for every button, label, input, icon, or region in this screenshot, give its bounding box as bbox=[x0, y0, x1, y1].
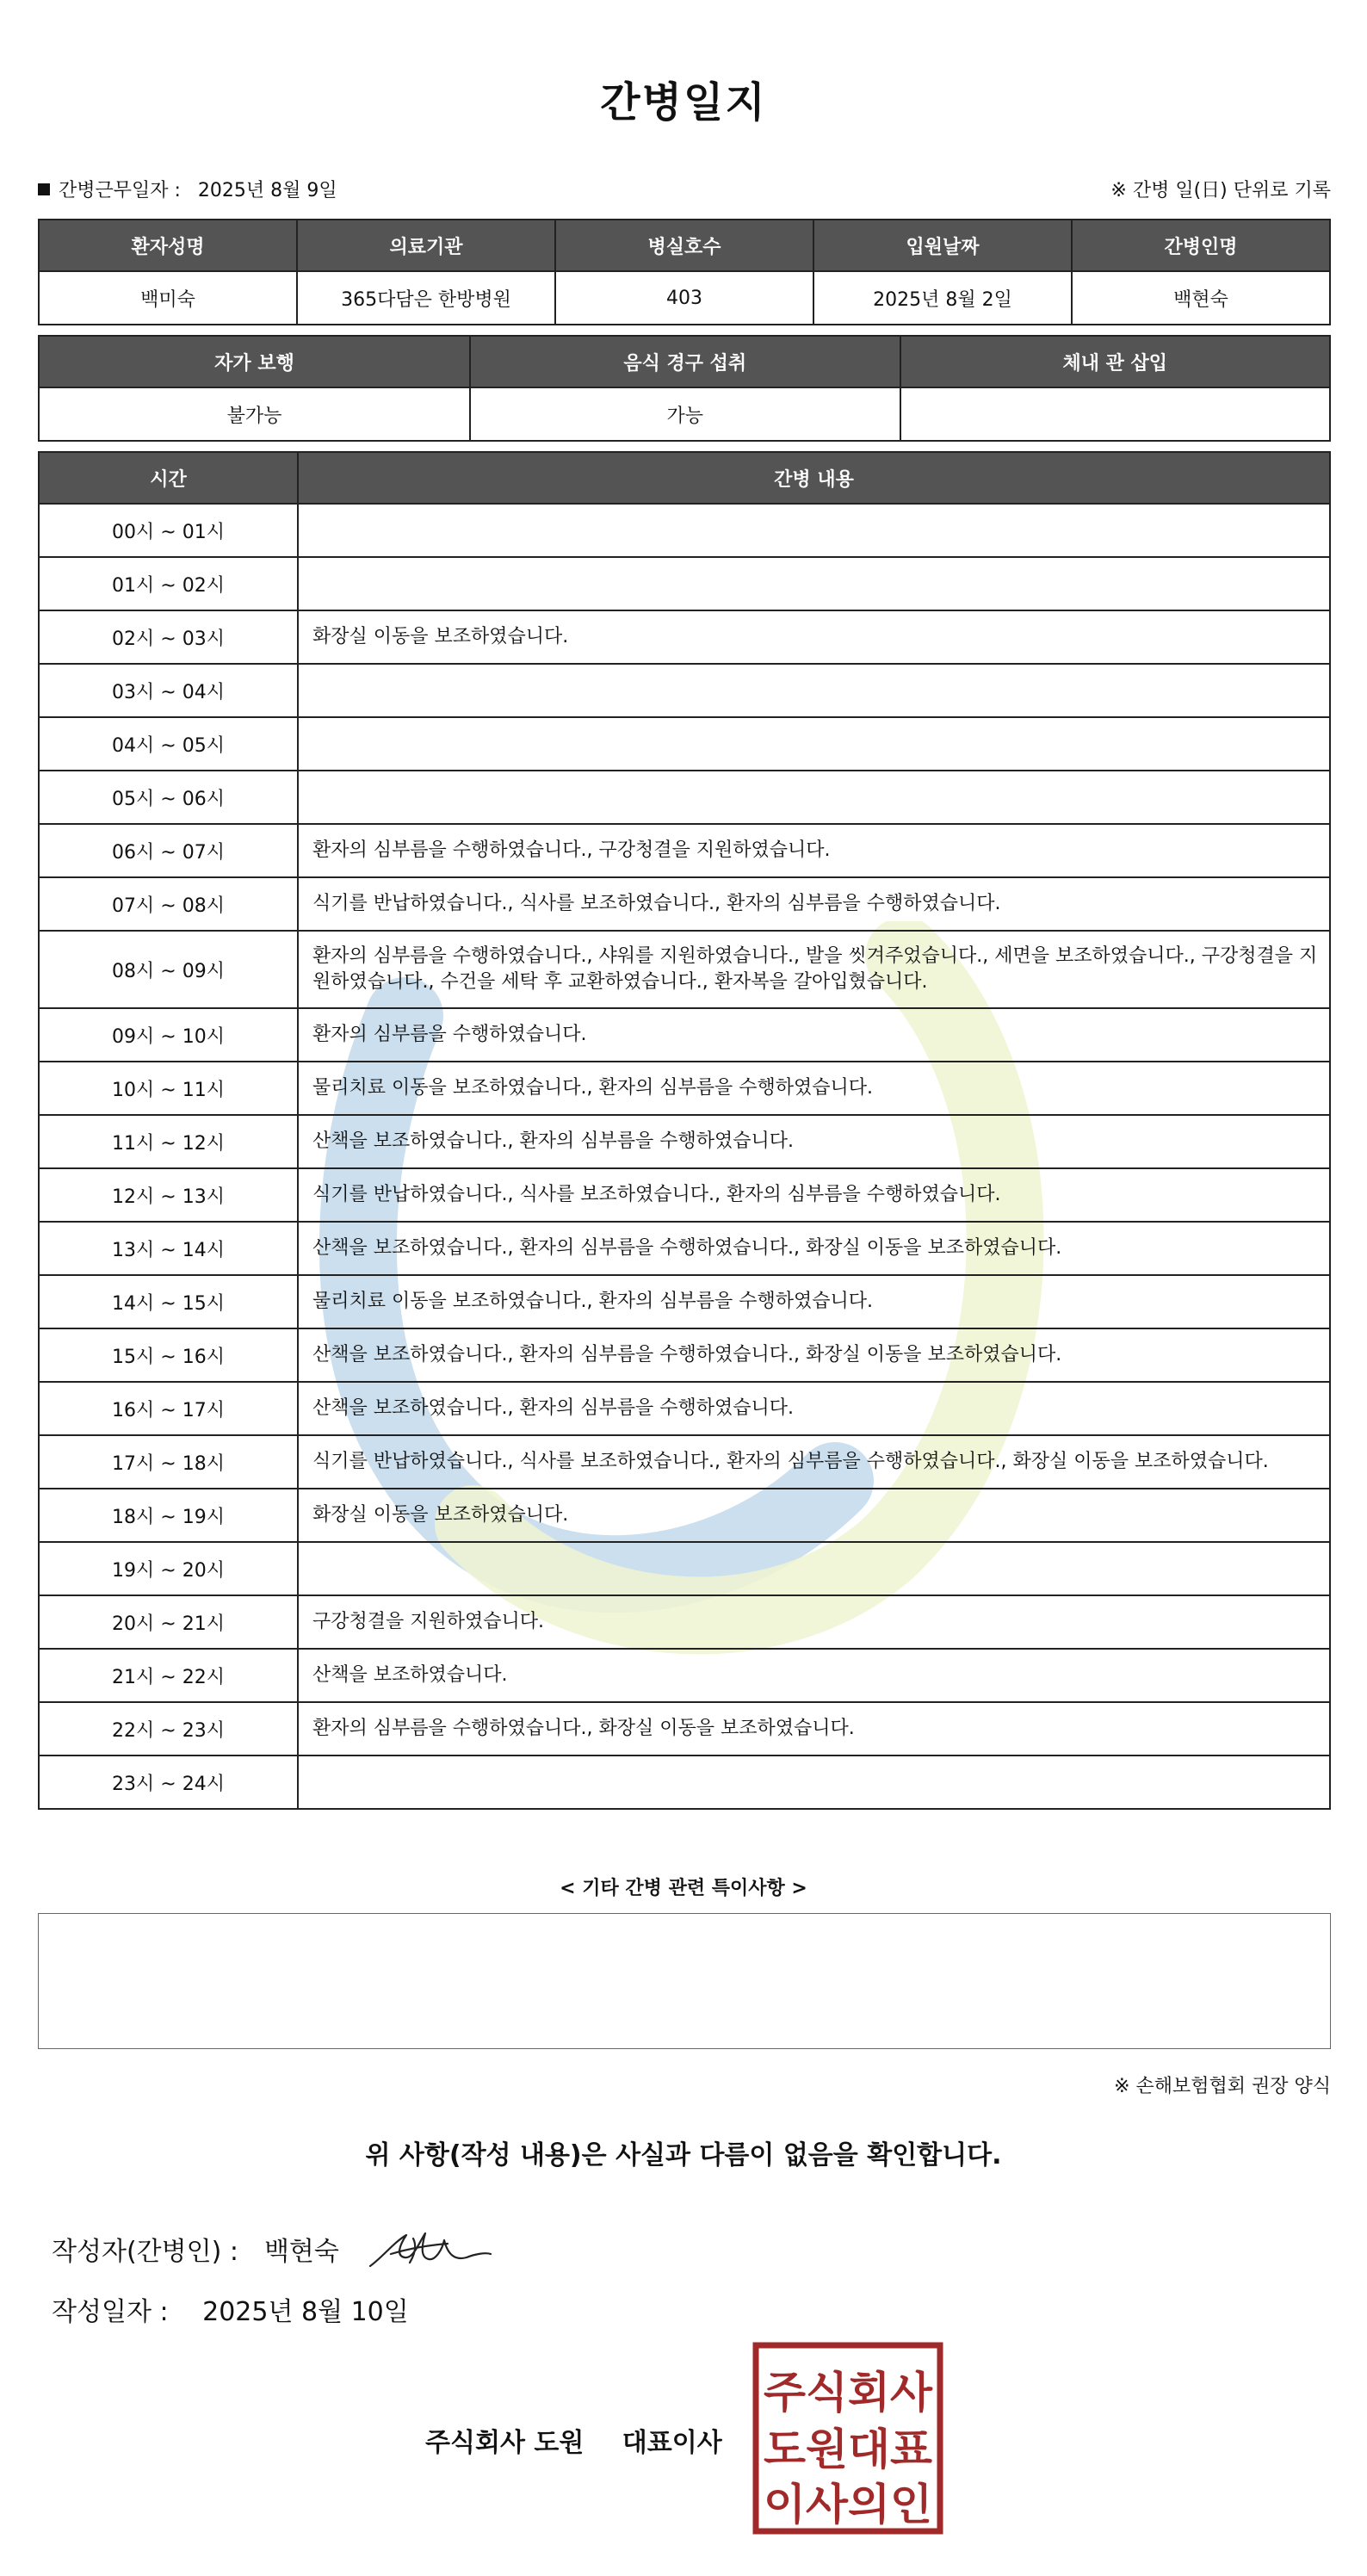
care-content-cell: 식기를 반납하였습니다., 식사를 보조하였습니다., 환자의 심부름을 수행하였습니다. bbox=[298, 877, 1330, 931]
table-row bbox=[39, 1435, 1330, 1489]
care-content-cell bbox=[298, 771, 1330, 824]
self-walking-value: 불가능 bbox=[39, 387, 470, 441]
table-row bbox=[39, 824, 1330, 877]
company-seal-stamp bbox=[752, 2342, 943, 2535]
table-row bbox=[39, 771, 1330, 824]
table-row bbox=[39, 1702, 1330, 1756]
table-header-row bbox=[39, 452, 1330, 504]
table-header-row bbox=[39, 336, 1330, 387]
representative-title: 대표이사 bbox=[622, 2428, 722, 2458]
time-cell: 10시 ~ 11시 bbox=[39, 1062, 298, 1115]
care-content-cell: 물리치료 이동을 보조하였습니다., 환자의 심부름을 수행하였습니다. bbox=[298, 1275, 1330, 1328]
header-time: 시간 bbox=[39, 452, 298, 504]
time-cell: 19시 ~ 20시 bbox=[39, 1542, 298, 1595]
care-content-cell bbox=[298, 504, 1330, 557]
table-row bbox=[39, 1756, 1330, 1809]
table-row bbox=[39, 1595, 1330, 1649]
time-cell: 13시 ~ 14시 bbox=[39, 1222, 298, 1275]
table-row bbox=[39, 271, 1330, 325]
time-cell: 21시 ~ 22시 bbox=[39, 1649, 298, 1702]
header-room: 병실호수 bbox=[555, 220, 813, 271]
time-cell: 05시 ~ 06시 bbox=[39, 771, 298, 824]
care-content-cell: 식기를 반납하였습니다., 식사를 보조하였습니다., 환자의 심부름을 수행하였습니다., 화장실 이동을 보조하였습니다. bbox=[298, 1435, 1330, 1489]
caregiver-name: 백현숙 bbox=[1072, 271, 1330, 325]
care-content-cell: 환자의 심부름을 수행하였습니다. bbox=[298, 1008, 1330, 1062]
care-content-cell: 산책을 보조하였습니다., 환자의 심부름을 수행하였습니다., 화장실 이동을 보조하였습니다. bbox=[298, 1222, 1330, 1275]
room-number: 403 bbox=[555, 271, 813, 325]
care-content-cell bbox=[298, 1756, 1330, 1809]
document-title: 간병일지 bbox=[600, 78, 767, 127]
table-row bbox=[39, 1275, 1330, 1328]
table-row bbox=[39, 877, 1330, 931]
hospital: 365다담은 한방병원 bbox=[297, 271, 555, 325]
care-content-cell: 화장실 이동을 보조하였습니다. bbox=[298, 610, 1330, 664]
time-cell: 07시 ~ 08시 bbox=[39, 877, 298, 931]
care-content-cell: 구강청결을 지원하였습니다. bbox=[298, 1595, 1330, 1649]
time-cell: 06시 ~ 07시 bbox=[39, 824, 298, 877]
notes-title: < 기타 간병 관련 특이사항 > bbox=[560, 1878, 807, 1899]
time-cell: 11시 ~ 12시 bbox=[39, 1115, 298, 1168]
time-cell: 17시 ~ 18시 bbox=[39, 1435, 298, 1489]
care-content-cell: 환자의 심부름을 수행하였습니다., 화장실 이동을 보조하였습니다. bbox=[298, 1702, 1330, 1756]
confirmation-statement: 위 사항(작성 내용)은 사실과 다름이 없음을 확인합니다. bbox=[365, 2140, 1002, 2170]
meta-row bbox=[38, 176, 1331, 207]
header-admission-date: 입원날짜 bbox=[813, 220, 1072, 271]
care-content-cell: 환자의 심부름을 수행하였습니다., 구강청결을 지원하였습니다. bbox=[298, 824, 1330, 877]
notes-box bbox=[38, 1913, 1331, 2049]
written-date-value: 2025년 8월 10일 bbox=[202, 2297, 409, 2327]
care-content-cell bbox=[298, 557, 1330, 610]
time-cell: 04시 ~ 05시 bbox=[39, 717, 298, 771]
time-cell: 02시 ~ 03시 bbox=[39, 610, 298, 664]
time-cell: 01시 ~ 02시 bbox=[39, 557, 298, 610]
time-cell: 03시 ~ 04시 bbox=[39, 664, 298, 717]
table-row bbox=[39, 1222, 1330, 1275]
work-date bbox=[38, 176, 337, 202]
oral-intake-value: 가능 bbox=[470, 387, 900, 441]
work-date-label: 간병근무일자 : bbox=[59, 180, 181, 201]
time-cell: 14시 ~ 15시 bbox=[39, 1275, 298, 1328]
header-caregiver-name: 간병인명 bbox=[1072, 220, 1330, 271]
written-date-row bbox=[52, 2290, 409, 2328]
table-row bbox=[39, 1382, 1330, 1435]
time-cell: 08시 ~ 09시 bbox=[39, 931, 298, 1008]
time-cell: 22시 ~ 23시 bbox=[39, 1702, 298, 1756]
table-row bbox=[39, 1542, 1330, 1595]
patient-ability-table bbox=[38, 335, 1331, 442]
writer-row bbox=[52, 2223, 494, 2275]
time-cell: 00시 ~ 01시 bbox=[39, 504, 298, 557]
table-row bbox=[39, 1649, 1330, 1702]
written-date-label: 작성일자 : bbox=[52, 2297, 169, 2327]
time-cell: 18시 ~ 19시 bbox=[39, 1489, 298, 1542]
time-cell: 16시 ~ 17시 bbox=[39, 1382, 298, 1435]
seal-line-1: 주식회사 bbox=[764, 2368, 933, 2418]
table-row bbox=[39, 1008, 1330, 1062]
writer-name: 백현숙 bbox=[263, 2237, 339, 2267]
company-name: 주식회사 도원 bbox=[425, 2428, 585, 2458]
care-content-cell: 환자의 심부름을 수행하였습니다., 샤워를 지원하였습니다., 발을 씻겨주었습니다., 세면을 보조하였습니다., 구강청결을 지원하였습니다., 수건을 세탁 후 교환하였습니다., 환자복을 갈아입혔습니다. bbox=[298, 931, 1330, 1008]
care-content-cell: 산책을 보조하였습니다., 환자의 심부름을 수행하였습니다. bbox=[298, 1115, 1330, 1168]
time-cell: 20시 ~ 21시 bbox=[39, 1595, 298, 1649]
daily-record-note: ※ 간병 일(日) 단위로 기록 bbox=[1110, 180, 1331, 201]
table-row bbox=[39, 1328, 1330, 1382]
header-hospital: 의료기관 bbox=[297, 220, 555, 271]
care-content-cell: 산책을 보조하였습니다., 환자의 심부름을 수행하였습니다., 화장실 이동을 보조하였습니다. bbox=[298, 1328, 1330, 1382]
square-bullet-icon bbox=[38, 183, 50, 195]
table-row bbox=[39, 1168, 1330, 1222]
table-row bbox=[39, 1489, 1330, 1542]
table-row bbox=[39, 387, 1330, 441]
patient-info-table bbox=[38, 219, 1331, 325]
patient-name: 백미숙 bbox=[39, 271, 297, 325]
hourly-care-log-table bbox=[38, 451, 1331, 1810]
care-content-cell bbox=[298, 1542, 1330, 1595]
signature-icon bbox=[365, 2223, 494, 2275]
table-header-row bbox=[39, 220, 1330, 271]
tube-insertion-value bbox=[900, 387, 1331, 441]
time-cell: 12시 ~ 13시 bbox=[39, 1168, 298, 1222]
table-row bbox=[39, 931, 1330, 1008]
time-cell: 23시 ~ 24시 bbox=[39, 1756, 298, 1809]
header-oral-intake: 음식 경구 섭취 bbox=[470, 336, 900, 387]
header-care-content: 간병 내용 bbox=[298, 452, 1330, 504]
header-tube-insertion: 체내 관 삽입 bbox=[900, 336, 1331, 387]
time-cell: 15시 ~ 16시 bbox=[39, 1328, 298, 1382]
care-content-cell: 물리치료 이동을 보조하였습니다., 환자의 심부름을 수행하였습니다. bbox=[298, 1062, 1330, 1115]
header-self-walking: 자가 보행 bbox=[39, 336, 470, 387]
admission-date: 2025년 8월 2일 bbox=[813, 271, 1072, 325]
care-content-cell: 산책을 보조하였습니다. bbox=[298, 1649, 1330, 1702]
table-row bbox=[39, 504, 1330, 557]
table-row bbox=[39, 1062, 1330, 1115]
table-row bbox=[39, 557, 1330, 610]
writer-label: 작성자(간병인) : bbox=[52, 2237, 238, 2267]
care-content-cell bbox=[298, 664, 1330, 717]
care-content-cell bbox=[298, 717, 1330, 771]
care-content-cell: 화장실 이동을 보조하였습니다. bbox=[298, 1489, 1330, 1542]
table-row bbox=[39, 717, 1330, 771]
care-content-cell: 식기를 반납하였습니다., 식사를 보조하였습니다., 환자의 심부름을 수행하였습니다. bbox=[298, 1168, 1330, 1222]
seal-line-2: 도원대표 bbox=[764, 2424, 933, 2474]
table-row bbox=[39, 664, 1330, 717]
seal-line-3: 이사의인 bbox=[764, 2480, 932, 2530]
header-patient-name: 환자성명 bbox=[39, 220, 297, 271]
table-row bbox=[39, 1115, 1330, 1168]
time-cell: 09시 ~ 10시 bbox=[39, 1008, 298, 1062]
care-content-cell: 산책을 보조하였습니다., 환자의 심부름을 수행하였습니다. bbox=[298, 1382, 1330, 1435]
work-date-value: 2025년 8월 9일 bbox=[197, 180, 337, 201]
company-signature bbox=[425, 2421, 722, 2459]
table-row bbox=[39, 610, 1330, 664]
recommend-note: ※ 손해보험협회 권장 양식 bbox=[1114, 2076, 1331, 2097]
